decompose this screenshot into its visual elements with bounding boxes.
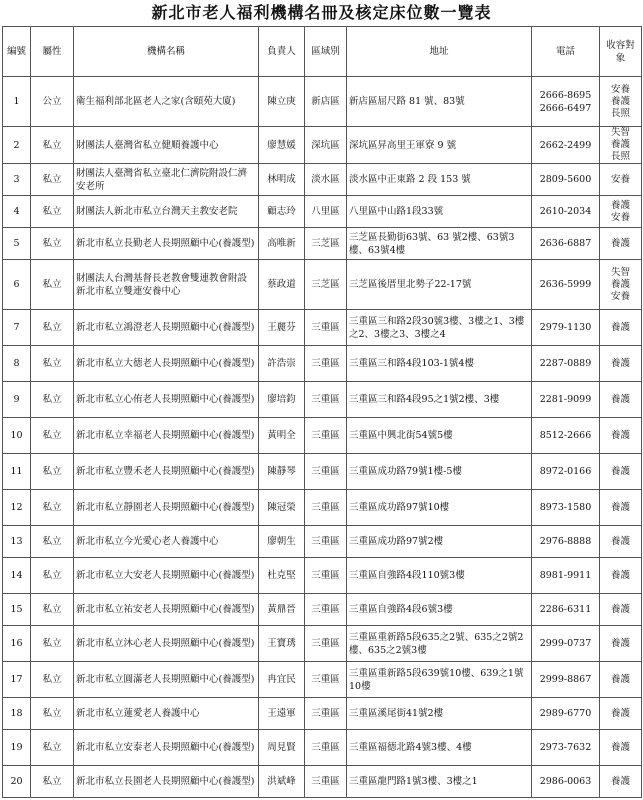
cell-phone: 2662-2499 xyxy=(532,127,600,164)
cell-category: 養護 xyxy=(600,558,642,594)
cell-head: 洪斌峰 xyxy=(259,766,305,798)
cell-head: 周見賢 xyxy=(259,730,305,766)
cell-category: 養護 xyxy=(600,346,642,382)
cell-name: 新北市私立今光愛心老人養護中心 xyxy=(74,526,259,558)
cell-phone: 2809-5600 xyxy=(532,164,600,196)
header-address: 地址 xyxy=(347,27,532,77)
page-title: 新北市老人福利機構名冊及核定床位數一覽表 xyxy=(151,3,492,22)
header-name: 機構名稱 xyxy=(74,27,259,77)
header-row xyxy=(3,27,642,77)
cell-no: 7 xyxy=(3,310,31,346)
cell-head: 黃明全 xyxy=(259,418,305,454)
cell-category: 失智 養護 長照 xyxy=(600,127,642,164)
cell-name: 新北市私立靜園老人長期照顧中心(養護型) xyxy=(74,490,259,526)
cell-name: 新北市私立心侑老人長期照顧中心(養護型) xyxy=(74,382,259,418)
cell-no: 11 xyxy=(3,454,31,490)
cell-no: 4 xyxy=(3,196,31,228)
cell-no: 3 xyxy=(3,164,31,196)
cell-type: 私立 xyxy=(31,626,74,662)
cell-district: 八里區 xyxy=(305,196,347,228)
cell-address: 三重區重新路5段635之2號、635之2號2樓、635之2號3樓 xyxy=(347,626,532,662)
cell-address: 新店區屈尺路 81 號、83號 xyxy=(347,77,532,127)
cell-address: 三重區福德北路4號3樓、4樓 xyxy=(347,730,532,766)
cell-district: 三重區 xyxy=(305,310,347,346)
cell-district: 三重區 xyxy=(305,346,347,382)
cell-category: 養護 xyxy=(600,228,642,260)
cell-address: 八里區中山路1段33號 xyxy=(347,196,532,228)
cell-phone: 2281-9099 xyxy=(532,382,600,418)
cell-category: 養護 xyxy=(600,526,642,558)
cell-name: 新北市私立豐禾老人長期照顧中心(養護型) xyxy=(74,454,259,490)
cell-district: 三重區 xyxy=(305,594,347,626)
cell-district: 三重區 xyxy=(305,454,347,490)
cell-phone: 2636-6887 xyxy=(532,228,600,260)
table-row xyxy=(3,662,642,698)
cell-category: 養護 xyxy=(600,418,642,454)
cell-district: 三重區 xyxy=(305,730,347,766)
cell-type: 私立 xyxy=(31,558,74,594)
cell-type: 私立 xyxy=(31,490,74,526)
cell-name: 衛生福利部北區老人之家(含頤苑大廈) xyxy=(74,77,259,127)
cell-district: 淡水區 xyxy=(305,164,347,196)
cell-no: 12 xyxy=(3,490,31,526)
table-row xyxy=(3,594,642,626)
cell-address: 三重區成功路97號2樓 xyxy=(347,526,532,558)
cell-address: 淡水區中正東路 2 段 153 號 xyxy=(347,164,532,196)
cell-phone: 2666-8695 2666-6497 xyxy=(532,77,600,127)
cell-type: 私立 xyxy=(31,594,74,626)
cell-no: 19 xyxy=(3,730,31,766)
cell-address: 深坑區昇高里王軍寮 9 號 xyxy=(347,127,532,164)
cell-name: 新北市私立長勤老人長期照顧中心(養護型) xyxy=(74,228,259,260)
table-row xyxy=(3,346,642,382)
header-category: 收容對象 xyxy=(600,27,642,77)
cell-name: 新北市私立蓮愛老人養護中心 xyxy=(74,698,259,730)
cell-address: 三重區三和路4段103-1號4樓 xyxy=(347,346,532,382)
cell-phone: 2989-6770 xyxy=(532,698,600,730)
cell-phone: 2287-0889 xyxy=(532,346,600,382)
cell-type: 私立 xyxy=(31,346,74,382)
header-type: 屬性 xyxy=(31,27,74,77)
table-row xyxy=(3,626,642,662)
cell-head: 王遠軍 xyxy=(259,698,305,730)
cell-phone: 2979-1130 xyxy=(532,310,600,346)
cell-name: 新北市私立長園老人長期照顧中心(養護型) xyxy=(74,766,259,798)
cell-district: 三重區 xyxy=(305,418,347,454)
cell-name: 財團法人台灣基督長老教會雙連教會附設新北市私立雙連安養中心 xyxy=(74,260,259,310)
cell-phone: 2286-6311 xyxy=(532,594,600,626)
cell-category: 養護 xyxy=(600,662,642,698)
table-row xyxy=(3,127,642,164)
table-row xyxy=(3,164,642,196)
table-row xyxy=(3,490,642,526)
cell-head: 林明成 xyxy=(259,164,305,196)
cell-type: 私立 xyxy=(31,454,74,490)
cell-address: 三重區成功路79號1樓-5樓 xyxy=(347,454,532,490)
cell-district: 三芝區 xyxy=(305,228,347,260)
cell-category: 失智 養護 安養 xyxy=(600,260,642,310)
cell-district: 三重區 xyxy=(305,382,347,418)
table-row xyxy=(3,77,642,127)
cell-head: 廖培鈞 xyxy=(259,382,305,418)
cell-type: 私立 xyxy=(31,228,74,260)
cell-address: 三重區重新路5段639號10樓、639之1號10樓 xyxy=(347,662,532,698)
header-district: 區域別 xyxy=(305,27,347,77)
cell-category: 養護 xyxy=(600,454,642,490)
cell-type: 私立 xyxy=(31,662,74,698)
cell-district: 三重區 xyxy=(305,698,347,730)
cell-no: 8 xyxy=(3,346,31,382)
cell-no: 20 xyxy=(3,766,31,798)
cell-category: 養護 xyxy=(600,626,642,662)
cell-name: 新北市私立大安老人長期照顧中心(養護型) xyxy=(74,558,259,594)
table-row xyxy=(3,382,642,418)
table-row xyxy=(3,310,642,346)
cell-district: 深坑區 xyxy=(305,127,347,164)
cell-no: 1 xyxy=(3,77,31,127)
cell-address: 三重區龍門路1號3樓、3樓之1 xyxy=(347,766,532,798)
cell-district: 新店區 xyxy=(305,77,347,127)
cell-head: 陳靜琴 xyxy=(259,454,305,490)
table-row xyxy=(3,260,642,310)
cell-name: 新北市私立圓滿老人長期照顧中心(養護型) xyxy=(74,662,259,698)
cell-type: 公立 xyxy=(31,77,74,127)
cell-type: 私立 xyxy=(31,382,74,418)
cell-name: 新北市私立安泰老人長期照顧中心(養護型) xyxy=(74,730,259,766)
cell-category: 養護 xyxy=(600,490,642,526)
cell-address: 三芝區後厝里北勢子22-17號 xyxy=(347,260,532,310)
cell-address: 三芝區長勤街63號、63 號2樓、63號3樓、63號4樓 xyxy=(347,228,532,260)
cell-head: 廖慧媛 xyxy=(259,127,305,164)
cell-name: 財團法人新北市私立台灣天主教安老院 xyxy=(74,196,259,228)
cell-district: 三重區 xyxy=(305,766,347,798)
cell-address: 三重區三和路2段30號3樓、3樓之1、3樓之2、3樓之3、3樓之4 xyxy=(347,310,532,346)
cell-phone: 2973-7632 xyxy=(532,730,600,766)
cell-address: 三重區中興北街54號5樓 xyxy=(347,418,532,454)
cell-name: 新北市私立鴻澄老人長期照顧中心(養護型) xyxy=(74,310,259,346)
cell-category: 安養 xyxy=(600,164,642,196)
cell-address: 三重區自強路4段110號3樓 xyxy=(347,558,532,594)
cell-no: 18 xyxy=(3,698,31,730)
cell-name: 財團法人臺灣省私立臺北仁濟院附設仁濟安老所 xyxy=(74,164,259,196)
table-row xyxy=(3,454,642,490)
cell-no: 9 xyxy=(3,382,31,418)
cell-phone: 2610-2034 xyxy=(532,196,600,228)
cell-address: 三重區三和路4段95之1號2樓、3樓 xyxy=(347,382,532,418)
cell-head: 陳冠榮 xyxy=(259,490,305,526)
cell-no: 5 xyxy=(3,228,31,260)
cell-category: 養護 xyxy=(600,594,642,626)
header-no: 編號 xyxy=(3,27,31,77)
cell-category: 養護 xyxy=(600,382,642,418)
cell-no: 10 xyxy=(3,418,31,454)
cell-head: 黃鼎晉 xyxy=(259,594,305,626)
cell-phone: 8512-2666 xyxy=(532,418,600,454)
table-row xyxy=(3,698,642,730)
cell-head: 高唯新 xyxy=(259,228,305,260)
table-row xyxy=(3,766,642,798)
cell-type: 私立 xyxy=(31,310,74,346)
table-row xyxy=(3,418,642,454)
cell-address: 三重區溪尾街41號2樓 xyxy=(347,698,532,730)
table-row xyxy=(3,228,642,260)
cell-category: 養護 安養 xyxy=(600,196,642,228)
cell-category: 養護 xyxy=(600,766,642,798)
cell-name: 財團法人臺灣省私立健順養護中心 xyxy=(74,127,259,164)
cell-district: 三重區 xyxy=(305,626,347,662)
cell-type: 私立 xyxy=(31,766,74,798)
cell-phone: 2976-8888 xyxy=(532,526,600,558)
cell-no: 15 xyxy=(3,594,31,626)
cell-head: 陳立庚 xyxy=(259,77,305,127)
cell-head: 冉宜民 xyxy=(259,662,305,698)
cell-address: 三重區自強路4段6號3樓 xyxy=(347,594,532,626)
cell-type: 私立 xyxy=(31,698,74,730)
cell-phone: 2999-0737 xyxy=(532,626,600,662)
cell-head: 廖朝生 xyxy=(259,526,305,558)
cell-name: 新北市私立大德老人長期照顧中心(養護型) xyxy=(74,346,259,382)
cell-district: 三重區 xyxy=(305,662,347,698)
cell-head: 蔡政道 xyxy=(259,260,305,310)
header-head: 負責人 xyxy=(259,27,305,77)
cell-head: 許浩崇 xyxy=(259,346,305,382)
cell-type: 私立 xyxy=(31,730,74,766)
cell-type: 私立 xyxy=(31,260,74,310)
cell-no: 16 xyxy=(3,626,31,662)
table-row xyxy=(3,558,642,594)
cell-phone: 8972-0166 xyxy=(532,454,600,490)
cell-no: 13 xyxy=(3,526,31,558)
cell-phone: 2999-8867 xyxy=(532,662,600,698)
cell-name: 新北市私立祐安老人長期照顧中心(養護型) xyxy=(74,594,259,626)
cell-type: 私立 xyxy=(31,196,74,228)
cell-phone: 2636-5999 xyxy=(532,260,600,310)
cell-category: 養護 xyxy=(600,310,642,346)
cell-type: 私立 xyxy=(31,526,74,558)
table-row xyxy=(3,526,642,558)
cell-type: 私立 xyxy=(31,164,74,196)
cell-category: 養護 xyxy=(600,730,642,766)
cell-name: 新北市私立沐心老人長期照顧中心(養護型) xyxy=(74,626,259,662)
cell-district: 三重區 xyxy=(305,526,347,558)
facility-table xyxy=(2,26,642,798)
cell-district: 三重區 xyxy=(305,558,347,594)
cell-address: 三重區成功路97號10樓 xyxy=(347,490,532,526)
cell-head: 王麗芬 xyxy=(259,310,305,346)
cell-category: 養護 xyxy=(600,698,642,730)
header-phone: 電話 xyxy=(532,27,600,77)
cell-type: 私立 xyxy=(31,127,74,164)
table-row xyxy=(3,730,642,766)
cell-name: 新北市私立幸福老人長期照顧中心(養護型) xyxy=(74,418,259,454)
cell-no: 6 xyxy=(3,260,31,310)
table-row xyxy=(3,196,642,228)
cell-district: 三重區 xyxy=(305,490,347,526)
cell-category: 安養 養護 長照 xyxy=(600,77,642,127)
cell-head: 顧志玲 xyxy=(259,196,305,228)
cell-no: 14 xyxy=(3,558,31,594)
cell-no: 2 xyxy=(3,127,31,164)
cell-phone: 8973-1580 xyxy=(532,490,600,526)
cell-district: 三芝區 xyxy=(305,260,347,310)
cell-head: 杜克堅 xyxy=(259,558,305,594)
cell-type: 私立 xyxy=(31,418,74,454)
cell-head: 王寶琇 xyxy=(259,626,305,662)
cell-phone: 8981-9911 xyxy=(532,558,600,594)
cell-phone: 2986-0063 xyxy=(532,766,600,798)
cell-no: 17 xyxy=(3,662,31,698)
